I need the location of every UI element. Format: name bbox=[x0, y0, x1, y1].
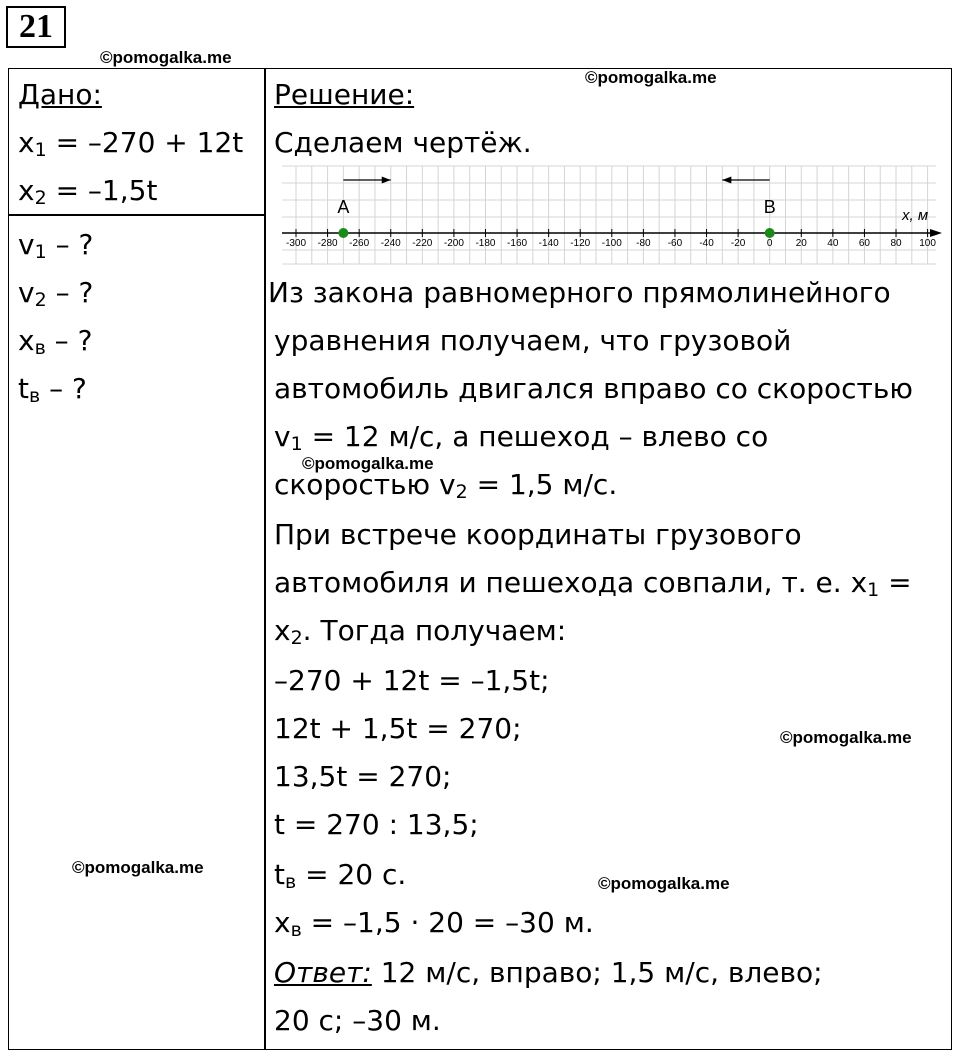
tick-label: -120 bbox=[570, 238, 591, 249]
solution-line: автомобиля и пешехода совпали, т. е. $x_1$ = bbox=[274, 566, 912, 601]
tick-label: -280 bbox=[317, 238, 338, 249]
solution-line: Из закона равномерного прямолинейного bbox=[268, 276, 891, 309]
equation-line: –270 + 12t = –1,5t; bbox=[274, 664, 550, 697]
tick-label: 0 bbox=[766, 238, 773, 249]
point-a bbox=[338, 228, 348, 238]
find-v2: $v_2$ – ? bbox=[18, 276, 94, 311]
tick-label: -160 bbox=[507, 238, 528, 249]
motion-arrowhead bbox=[382, 177, 391, 184]
equation-line: $x_в = -1,5 \cdot 20 = -30$ м. bbox=[274, 906, 594, 941]
tick-label: -300 bbox=[285, 238, 307, 249]
watermark: ©pomogalka.me bbox=[780, 728, 912, 747]
tick-label: -240 bbox=[380, 238, 401, 249]
watermark: ©pomogalka.me bbox=[585, 68, 717, 87]
tick-label: 100 bbox=[919, 238, 936, 249]
chart-grid bbox=[282, 166, 936, 264]
x-axis-arrowhead bbox=[930, 229, 942, 237]
equation-line: $t_в = 20$ с. bbox=[274, 858, 407, 893]
tick-label: -260 bbox=[349, 238, 370, 249]
column-divider bbox=[264, 68, 266, 1050]
solution-line: Сделаем чертёж. bbox=[274, 126, 532, 159]
tick-label: 20 bbox=[795, 238, 807, 249]
tick-label: -20 bbox=[730, 238, 746, 249]
equation-line: 13,5t = 270; bbox=[274, 760, 452, 793]
tick-label: -180 bbox=[475, 238, 496, 249]
given-x1: $x_1 = -270 + 12t$ bbox=[18, 126, 244, 161]
tick-label: -200 bbox=[443, 238, 464, 249]
find-v1: $v_1$ – ? bbox=[18, 228, 94, 263]
equation-line: t = 270 : 13,5; bbox=[274, 808, 479, 841]
given-title: Дано: bbox=[18, 78, 102, 111]
solution-line: $v_1 = 12$ м/с, а пешеход – влево со bbox=[274, 420, 769, 455]
answer-label: Ответ: bbox=[274, 956, 372, 989]
axis-label: x, м bbox=[902, 207, 929, 224]
number-line-chart bbox=[282, 164, 942, 266]
point-b bbox=[765, 228, 775, 238]
point-label: A bbox=[337, 197, 350, 217]
tick-label: -40 bbox=[699, 238, 714, 249]
find-xv: $x_в$ – ? bbox=[18, 324, 93, 359]
tick-label: -100 bbox=[601, 238, 622, 249]
given-divider bbox=[8, 214, 264, 216]
watermark: ©pomogalka.me bbox=[598, 874, 730, 893]
tick-label: -60 bbox=[667, 238, 683, 249]
tick-label: 80 bbox=[890, 238, 902, 249]
watermark: ©pomogalka.me bbox=[100, 48, 232, 67]
tick-label: 60 bbox=[858, 238, 871, 249]
tick-label: 40 bbox=[827, 238, 839, 249]
equation-line: 12t + 1,5t = 270; bbox=[274, 712, 522, 745]
tick-label: -140 bbox=[538, 238, 559, 249]
watermark: ©pomogalka.me bbox=[72, 858, 204, 877]
solution-line: скоростью $v_2 = 1,5$ м/с. bbox=[274, 468, 618, 503]
solution-line: автомобиль двигался вправо со скоростью bbox=[274, 372, 913, 405]
answer-line: Ответ: 12 м/с, вправо; 1,5 м/с, влево; bbox=[274, 956, 823, 989]
given-x2: $x_2 = -1,5t$ bbox=[18, 174, 158, 209]
tick-label: -220 bbox=[412, 238, 433, 249]
problem-number: 21 bbox=[6, 6, 66, 48]
solution-title: Решение: bbox=[274, 78, 415, 111]
tick-label: -80 bbox=[636, 238, 651, 249]
answer-line: 20 с; –30 м. bbox=[274, 1004, 441, 1037]
solution-line: $x_2$. Тогда получаем: bbox=[274, 614, 567, 649]
watermark: ©pomogalka.me bbox=[302, 454, 434, 473]
point-label: B bbox=[763, 197, 776, 217]
solution-line: При встрече координаты грузового bbox=[274, 518, 802, 551]
find-tv: $t_в$ – ? bbox=[18, 372, 87, 407]
motion-arrowhead bbox=[722, 177, 731, 184]
solution-line: уравнения получаем, что грузовой bbox=[274, 324, 792, 357]
